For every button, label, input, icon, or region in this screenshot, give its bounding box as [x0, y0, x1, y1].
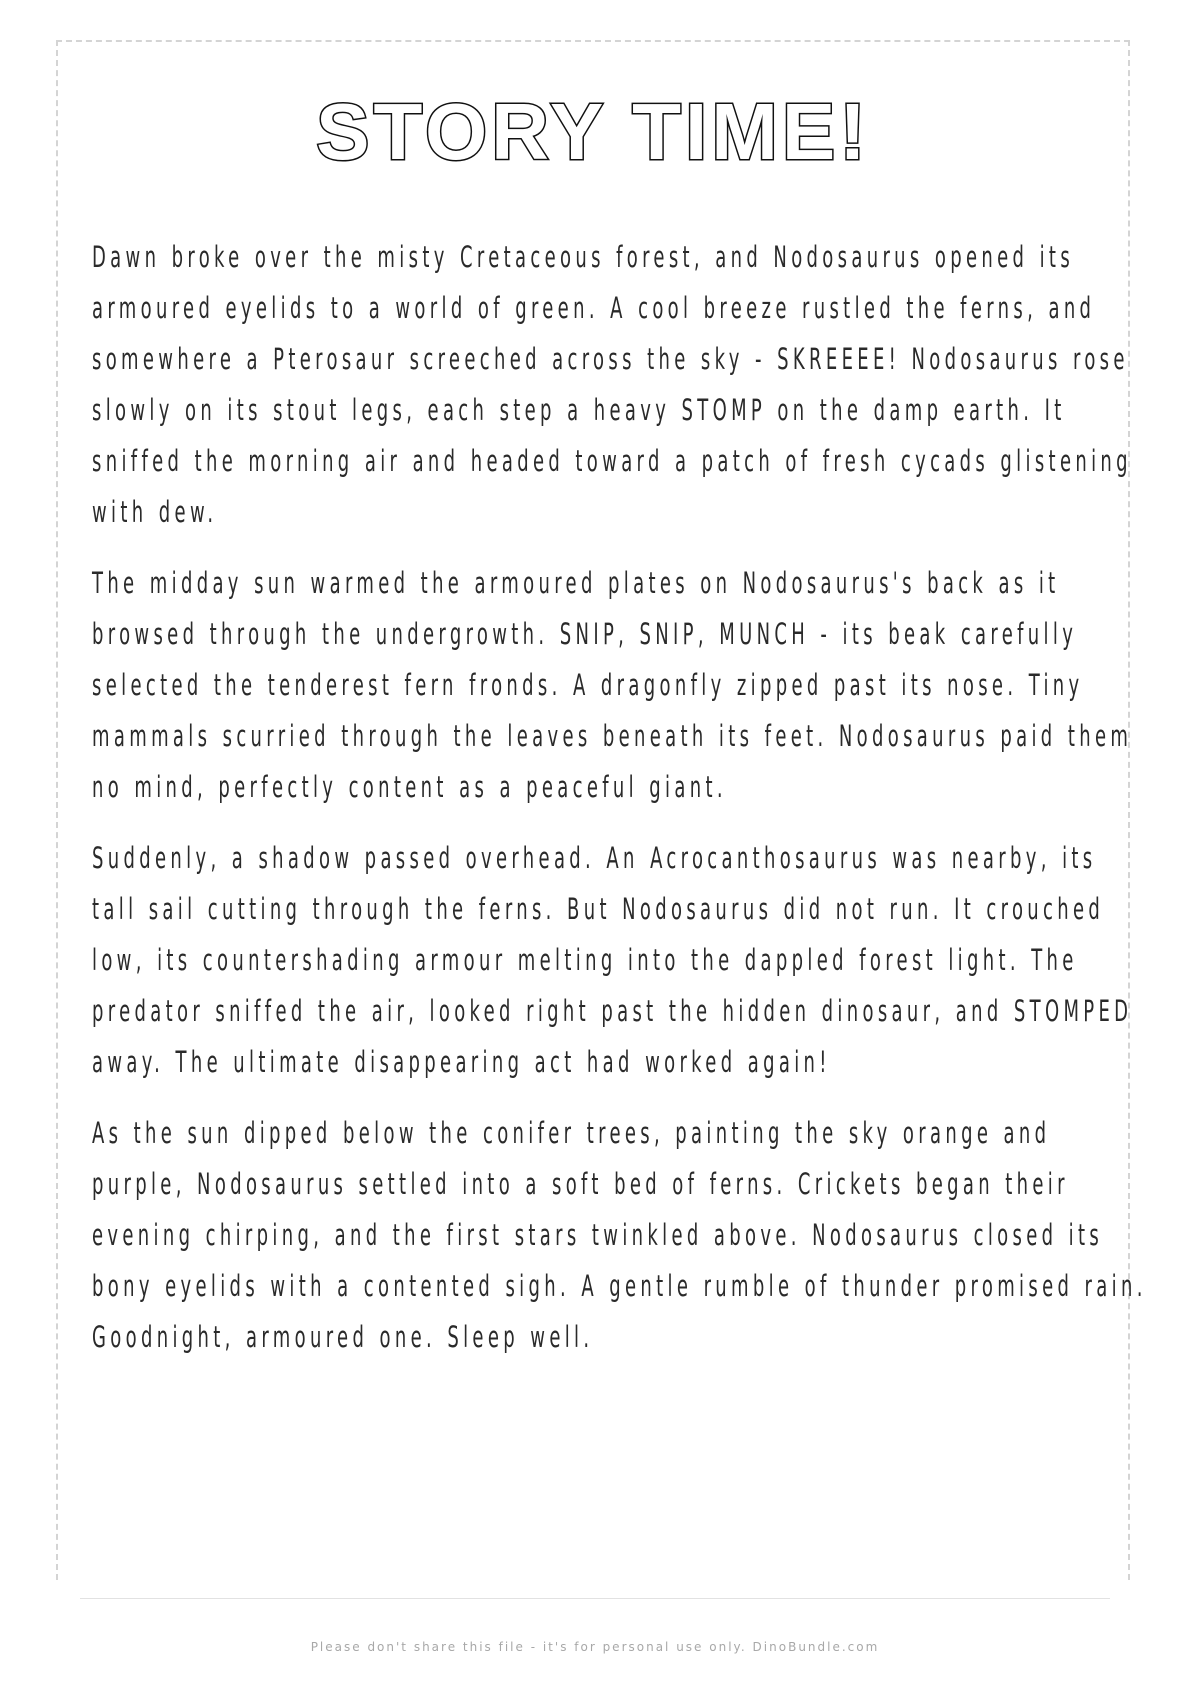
- story-paragraph-2: The midday sun warmed the armoured plates on Nodosaurus's back as it browsed through the undergrowth. SNIP, SNIP, MUNCH - its beak carefully selected the tenderest fern fronds. A dragonfly zipped past its nose. Tiny mammals scurried through the leaves beneath its feet. Nodosaurus paid them no mind, perfectly content as a peaceful giant.: [92, 566, 1133, 804]
- story-paragraph-1: Dawn broke over the misty Cretaceous forest, and Nodosaurus opened its armoured eyelids to a world of green. A cool breeze rustled the ferns, and somewhere a Pterosaur screeched across the sky - SKREEEE! Nodosaurus rose slowly on its stout legs, each step a heavy STOMP on the damp earth. It sniffed the morning air and headed toward a patch of fresh cycads glistening with dew.: [92, 240, 1132, 529]
- page-border: [56, 40, 1147, 1580]
- footer-notice: Please don't share this file - it's for personal use only. DinoBundle.com: [310, 1640, 880, 1654]
- story-body: [92, 232, 1152, 1383]
- story-paragraph-3: Suddenly, a shadow passed overhead. An Acrocanthosaurus was nearby, its tall sail cutting through the ferns. But Nodosaurus did not run. It crouched low, its countershading armour melting into the dappled forest light. The predator sniffed the air, looked right past the hidden dinosaur, and STOMPED away. The ultimate disappearing act had worked again!: [92, 841, 1133, 1079]
- story-paragraph-4: As the sun dipped below the conifer trees, painting the sky orange and purple, Nodosaurus settled into a soft bed of ferns. Crickets began their evening chirping, and the first stars twinkled above. Nodosaurus closed its bony eyelids with a contented sigh. A gentle rumble of thunder promised rain. Goodnight, armoured one. Sleep well.: [92, 1116, 1147, 1354]
- page-title: STORY TIME!: [316, 87, 870, 176]
- footer-divider: [80, 1598, 1110, 1599]
